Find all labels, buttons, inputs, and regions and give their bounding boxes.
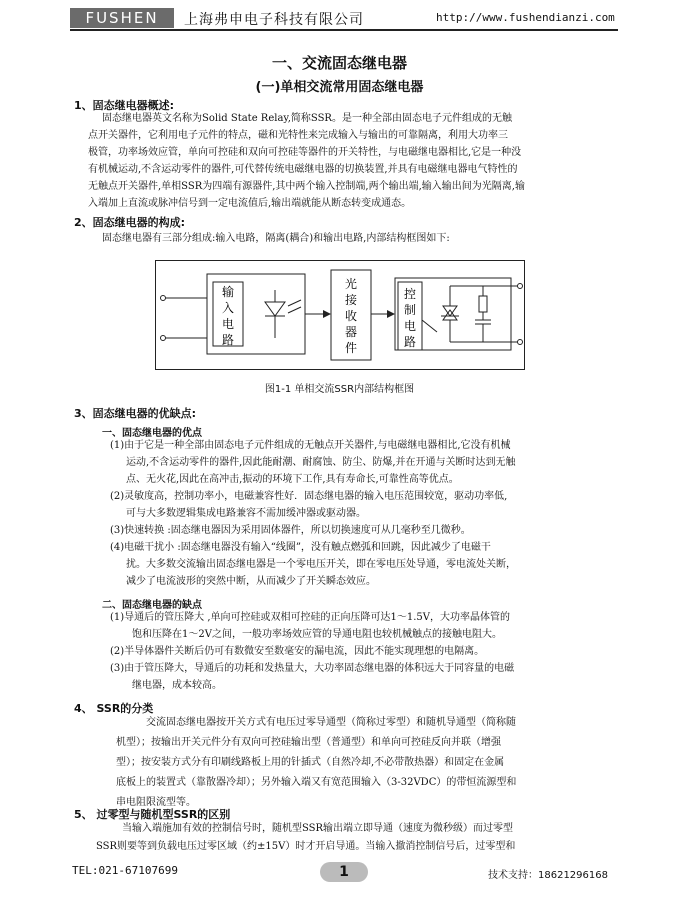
figure-caption: 图1-1 单相交流SSR内部结构框图 [264, 384, 415, 395]
paragraph-line: 扰。大多数交流输出固态继电器是一个零电压开关，即在零电压处导通，零电流处关断， [126, 559, 516, 570]
section-heading-overview: 1、固态继电器概述: [74, 99, 175, 112]
paragraph-line: 当输入端施加有效的控制信号时，随机型SSR输出端立即导通（速度为微秒级）而过零型 [122, 823, 514, 834]
coupler-label-char: 光 [344, 277, 358, 291]
paragraph-line: 点开关器件，它利用电子元件的特点，磁和光特性来完成输入与输出的可靠隔离，利用大功率三 [88, 130, 508, 141]
diagram-outer-frame [156, 261, 525, 370]
control-label-char: 制 [403, 303, 417, 317]
paragraph-line: (3)快速转换 :固态继电器因为采用固体器件，所以切换速度可从几毫秒至几微秒。 [110, 525, 471, 536]
paragraph-line: 继电器，成本较高。 [132, 680, 222, 691]
paragraph-line: (3)由于管压降大，导通后的功耗和发热量大，大功率固态继电器的体积远大于同容量的电磁 [110, 663, 515, 674]
input-label-char: 输 [221, 285, 235, 299]
resistor-icon [479, 296, 487, 312]
website-url[interactable]: http://www.fushendianzi.com [436, 11, 615, 24]
paragraph-line: 入端加上直流或脉冲信号到一定电流值后,输出端就能从断态转变成通态。 [88, 198, 412, 209]
section-heading-classification: 4、 SSR的分类 [74, 702, 154, 715]
header-divider [70, 29, 618, 31]
arrow-icon [323, 310, 331, 318]
section-heading-structure: 2、固态继电器的构成: [74, 216, 186, 229]
page-subtitle: (一)单相交流常用固态继电器 [255, 80, 424, 95]
paragraph-line: 运动,不含运动零件的器件,因此能耐潮、耐腐蚀、防尘、防爆,并在开通与关断时达到无触 [126, 457, 516, 468]
paragraph-line: (2)半导体器件关断后仍可有数微安至数毫安的漏电流，因此不能实现理想的电隔离。 [110, 646, 485, 657]
paragraph-line: 固态继电器英文名称为Solid State Relay,简称SSR。是一种全部由固态电子元件组成的无触 [102, 113, 512, 124]
paragraph-line: 无触点开关器件,单相SSR为四端有源器件,其中两个输入控制端,两个输出端,输入输出间为光隔离,输 [88, 181, 525, 192]
page-title: 一、交流固态继电器 [271, 54, 407, 72]
control-label-char: 控 [403, 287, 417, 301]
page-number: 1 [320, 862, 368, 882]
footer-telephone: TEL:021-67107699 [72, 864, 178, 877]
coupler-label-char: 收 [344, 309, 358, 323]
paragraph-line: 交流固态继电器按开关方式有电压过零导通型（简称过零型）和随机导通型（简称随 [146, 717, 516, 728]
paragraph-line: (1)由于它是一种全部由固态电子元件组成的无触点开关器件,与电磁继电器相比,它没有机械 [110, 440, 511, 451]
control-label-char: 电 [403, 319, 417, 333]
paragraph-line: 有机械运动,不含运动零件的器件,可代替传统电磁继电器的切换装置,并具有电磁继电器电气特性的 [88, 164, 518, 175]
paragraph-line: 可与大多数逻辑集成电路兼容不需加缓冲器或驱动器。 [126, 508, 366, 519]
control-label-char: 路 [403, 335, 417, 349]
input-label-char: 入 [221, 301, 235, 315]
input-terminal-1 [161, 296, 166, 301]
ssr-block-diagram [155, 260, 525, 370]
coupler-label-char: 接 [344, 293, 358, 307]
triac-icon [443, 306, 457, 316]
paragraph-line: (2)灵敏度高，控制功率小，电磁兼容性好．固态继电器的输入电压范围较宽，驱动功率低, [110, 491, 508, 502]
paragraph-line: 机型）；按输出开关元件分有双向可控硅输出型（普通型）和单向可控硅反向并联（增强 [116, 737, 501, 748]
footer-support-phone: 技术支持：18621296168 [488, 870, 608, 881]
subheading-cons: 二、固态继电器的缺点 [102, 600, 202, 611]
output-terminal-1 [518, 284, 523, 289]
subheading-pros: 一、固态继电器的优点 [102, 428, 202, 439]
section-heading-difference: 5、 过零型与随机型SSR的区别 [74, 808, 231, 821]
paragraph-line: 减少了电流波形的突然中断，从而减少了开关瞬态效应。 [126, 576, 376, 587]
input-terminal-2 [161, 336, 166, 341]
company-logo: FUSHEN [70, 8, 174, 28]
paragraph-line: 极管，功率场效应管，单向可控硅和双向可控硅等器件的开关特性，与电磁继电器相比,它是一种没 [88, 147, 522, 158]
coupler-label-char: 器 [344, 325, 358, 339]
paragraph-line: 底板上的装置式（靠散器冷却）；另外输入端又有宽范围输入（3-32VDC）的带恒流源型和 [116, 777, 517, 788]
input-label-char: 路 [221, 333, 235, 347]
paragraph-line: 饱和压降在1～2V之间，一般功率场效应管的导通电阻也较机械触点的接触电阻大。 [132, 629, 502, 640]
paragraph-line: 型）；按安装方式分有印刷线路板上用的针插式（自然冷却,不必带散热器）和固定在金属 [116, 757, 505, 768]
light-arrow-icon [288, 300, 301, 306]
led-icon [265, 302, 285, 316]
paragraph-line: SSR则要等到负载电压过零区域（约±15V）时才开启导通。当输入撤消控制信号后，过零型和 [96, 841, 516, 852]
paragraph-line: 固态继电器有三部分组成:输入电路，隔离(耦合)和输出电路,内部结构框图如下: [102, 233, 450, 244]
coupler-label-char: 件 [344, 341, 358, 355]
paragraph-line: (1)导通后的管压降大 ,单向可控硅或双相可控硅的正向压降可达1～1.5V，大功率晶体管的 [110, 612, 511, 623]
arrow-icon [387, 310, 395, 318]
paragraph-line: (4)电磁干扰小 :固态继电器没有输入“线圈”，没有触点燃弧和回跳，因此减少了电磁干 [110, 542, 491, 553]
input-label-char: 电 [221, 317, 235, 331]
output-terminal-2 [518, 340, 523, 345]
company-name: 上海弗申电子科技有限公司 [184, 12, 364, 28]
section-heading-pros-cons: 3、固态继电器的优缺点: [74, 407, 197, 420]
paragraph-line: 点、无火花,因此在高冲击,振动的环境下工作,具有寿命长,可靠性高等优点。 [126, 474, 459, 485]
page-header [0, 0, 679, 30]
paragraph-line: 串电阻限流型等。 [116, 797, 196, 808]
